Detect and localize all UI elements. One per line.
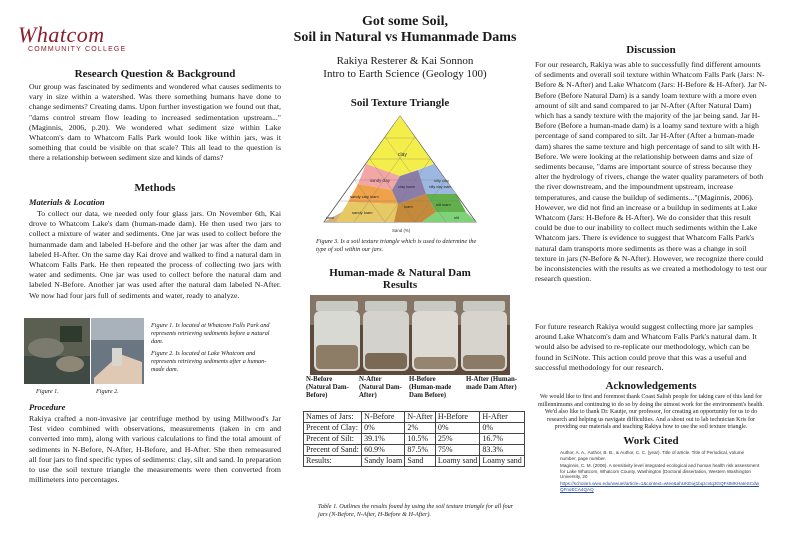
table-cell: 0% (480, 423, 525, 434)
table-cell: Precent of Sand: (304, 445, 362, 456)
table-header-row (304, 412, 525, 423)
table-cell: 10.5% (405, 434, 435, 445)
triangle-heading: Soil Texture Triangle (350, 97, 450, 109)
table-row (304, 423, 525, 434)
materials-body: To collect our data, we needed only four glass jars. On November 6th, Kai drove to Whatcom Lake's dam (human-made dam). He then used two jars to collect a mixture of water and sediments. One jar was used to collect before the humanmade dam and labeled H-before and the other jar was after the dam and labeled H-After. On the same day Kai drove and walked to find a natural dam in Whatcom Falls Park. He then repeated the process of collecting two jars with water and sediments. One jar was used to collect before the natural dam and labeled N-Before. Another jar was used after the natural dam labeled N-After. We now had four jars full of sediments and water, ready to analyze. (29, 209, 281, 300)
dam-heading-line-1: Human-made & Natural Dam (329, 267, 471, 279)
poster-title (260, 14, 550, 46)
jar-label-h-before: H-Before (Human-made Dam Before) (409, 376, 452, 399)
jar-label-n-after: N-After (Natural Dam-After) (359, 376, 402, 399)
table-cell: 2% (405, 423, 435, 434)
region-sandy-clay-loam: sandy clay loam (350, 194, 379, 199)
table-header-cell: N-After (405, 412, 435, 423)
works-cited-heading: Work Cited (623, 435, 679, 447)
discussion-heading: Discussion (626, 44, 676, 56)
research-body: Our group was fascinated by sediments and wondered what causes sediments to vary in size within a watershed. Was there something humans have done to change sediments? Creating dams. Upon further investigation we found out that, "dams control stream flow leading to increased sedimentation upstream..."(Maginnis, 2006, p.20). We wondered what sediment size within Lake Whatcom's dam to Whatcom Falls Park would look like within jars, was it something that could be visible on that scale? This all lead to the question is there a relationship between sediment size and kinds of dams? (29, 82, 281, 163)
figure-1-caption: Figure 1. Is located at Whatcom Falls Park and represents retrieving sediments before a natural dam. (151, 322, 270, 345)
region-sand: sand (326, 216, 334, 220)
discussion-para-1: For our research, Rakiya was able to successfully find different amounts of sediments and overall soil texture within Whatcom Falls Park (Jars: N-Before & N-After) and Lake Whatcom (Jars: H-Before & H-After). Jar N-Before (Before Natural Dam) is a sandy loam texture with a more even amount of silt and sand compared to jar N-After (After Natural Dam) which has a sandy texture with the majority of the jar being sand. Jar H-Before (Before a human-made dam) is a loamy sand texture with a high percentage of sand compared to silt. Jar H-After (After a human-made dam) shares the same texture and high percentage of sand to silt with H-Before. We were looking at the relationship between dams and size of sediments because, "dams are important source of stress because they alter the hydrology of rivers, change the water quality parameters of both the river downstream, and the impoundment upstream, increase temperatures, and cause the buildup of sediments..."(Maginnis, 2006). However, we did not find an increase or a buildup in sediments at Lake Whatcom (Jars: H-Before & H-After). We do consider that this result could be due to our inability to collect much sediments within the Lake Whatcom jars. There is evidence to suggest that Whatcom Falls Park's natural dam transports more sediments as there was a change in soil texture in jars (N-Before & N-After). However, we recognize there could be inconsistencies with the results as we created a methodology to test our research question. (535, 60, 767, 284)
table-cell: 0% (435, 423, 480, 434)
table-cell: Sandy loam (362, 456, 405, 467)
table-cell: Results: (304, 456, 362, 467)
college-logo (18, 24, 138, 53)
figure-2-caption: Figure 2. Is located at Lake Whatcom and represents retrieving sediments after a human-made dam. (151, 350, 267, 373)
region-sandy-clay: sandy clay (370, 178, 390, 183)
dam-results-heading (300, 267, 500, 291)
field-photos (24, 318, 144, 384)
table-cell: Precent of Silt: (304, 434, 362, 445)
region-silt-loam: silt loam (436, 202, 451, 207)
jar-label-h-after: H-After (Human-made Dam After) (466, 376, 518, 391)
region-sandy-loam: sandy loam (352, 210, 373, 215)
table-cell: 39.1% (362, 434, 405, 445)
research-heading: Research Question & Background (74, 68, 236, 80)
citation-entry: Maginnis, C. M. (2006). A sensitivity level integrated ecological and human health risk assessment for Lake Whatcom, Whatcom County, Washington (Doctoral dissertation, Western Washington University, 20 (560, 463, 760, 480)
table-header-cell: H-After (480, 412, 525, 423)
region-silty-clay-loam: silty clay loam (429, 185, 452, 189)
jar-label-n-before: N-Before (Natural Dam-Before) (306, 376, 349, 399)
triangle-graphic (314, 112, 486, 234)
triangle-caption: Figure 3. Is a soil texture triangle which is used to determine the type of soil within our jars. (316, 238, 477, 253)
table-cell: 25% (435, 434, 480, 445)
works-cited-list (560, 450, 760, 492)
title-line-2: Soil in Natural vs Humanmade Dams (293, 30, 517, 45)
figure-2-label: Figure 2. (96, 388, 119, 395)
region-silty-clay: silty clay (434, 178, 450, 183)
authors: Rakiya Resterer & Kai Sonnon (336, 55, 474, 67)
logo-name: Whatcom (18, 22, 105, 47)
table-cell: 60.9% (362, 445, 405, 456)
table-cell: Loamy sand (435, 456, 480, 467)
dam-heading-line-2: Results (382, 279, 418, 291)
table-row (304, 456, 525, 467)
jars-photo (310, 295, 510, 375)
materials-heading: Materials & Location (29, 197, 105, 207)
discussion-para-2: For future research Rakiya would suggest collecting more jar samples around Lake Whatcom's dam and Whatcom Falls Park's natural dam. It would also be advised to re-replicate our methodology, which can be found in SciNote. This action could prove that this was a useful and successful methodology for our research. (535, 322, 757, 372)
table-row (304, 445, 525, 456)
procedure-heading: Procedure (29, 402, 66, 412)
table-row (304, 434, 525, 445)
region-clay-loam: clay loam (398, 184, 415, 189)
region-clay: clay (398, 152, 407, 158)
course: Intro to Earth Science (Geology 100) (323, 68, 487, 80)
soil-texture-triangle (314, 112, 486, 234)
table-header-cell: N-Before (362, 412, 405, 423)
logo-subtitle: COMMUNITY COLLEGE (28, 46, 127, 53)
table-cell: Precent of Clay: (304, 423, 362, 434)
sand-axis-label: Sand (%) (392, 228, 411, 233)
table-cell: 0% (362, 423, 405, 434)
table-caption: Table 1. Outlines the results found by using the soil texture triangle for all four jars (N-Before, N-After, H-Before & H-After). (318, 503, 514, 518)
table-cell: 83.3% (480, 445, 525, 456)
citation-entry: Author, A. A., Author, B. B., & Author, C. C. (year). Title of article. Title of Periodical, volume number, page number. (560, 450, 745, 461)
title-line-1: Got some Soil, (362, 14, 448, 29)
region-silt: silt (454, 215, 459, 220)
table-cell: 16.7% (480, 434, 525, 445)
procedure-body: Rakiya crafted a non-invasive jar centrifuge method by using Millwood's Jar Test video combined with observations, measurements (taken in cm and converted into mm), along with various calculations to find the total amount of sediments in N-Before, N-After, H-Before, and H-After. She then remeasured all four jars to find specific types of sediments: clay, silt and sand. In preparation to use the soil texture triangle the measurements were then converted from millimeters into percentages. (29, 414, 281, 485)
table-cell: Loamy sand (480, 456, 525, 467)
methods-heading: Methods (134, 182, 176, 194)
table-cell: 87.5% (405, 445, 435, 456)
region-loam: loam (404, 204, 413, 209)
table-header-cell: Names of Jars: (304, 412, 362, 423)
author-block (260, 55, 550, 81)
citation-link[interactable]: https://scholars.wwu.edu/wwuet/article=1&context=wtee&ahUKEwj1bqzcvtq3GQFsIMKHaIeSCdwQFnoECA4QAQ (560, 480, 759, 492)
ack-body: We would like to first and foremost thank Coast Salish people for taking care of this land for millennimums and continuing to do so by doing the utmost work for the environment's health. We'd also like to thank Dr. Kautje, our professor, for creating an opportunity for us to do research and helping us navigate difficulties. And a shout out to lab technician Kris for providing our materials and teaching Rakiya how to use the soil texture triangle. (538, 394, 764, 431)
figure-1-label: Figure 1. (36, 388, 59, 395)
jars-graphic (310, 295, 510, 375)
table-cell: Sand (405, 456, 435, 467)
table-cell: 75% (435, 445, 480, 456)
results-table (303, 411, 525, 467)
table-header-cell: H-Before (435, 412, 480, 423)
ack-heading: Acknowledgements (605, 380, 697, 392)
figure-photos (24, 318, 144, 384)
